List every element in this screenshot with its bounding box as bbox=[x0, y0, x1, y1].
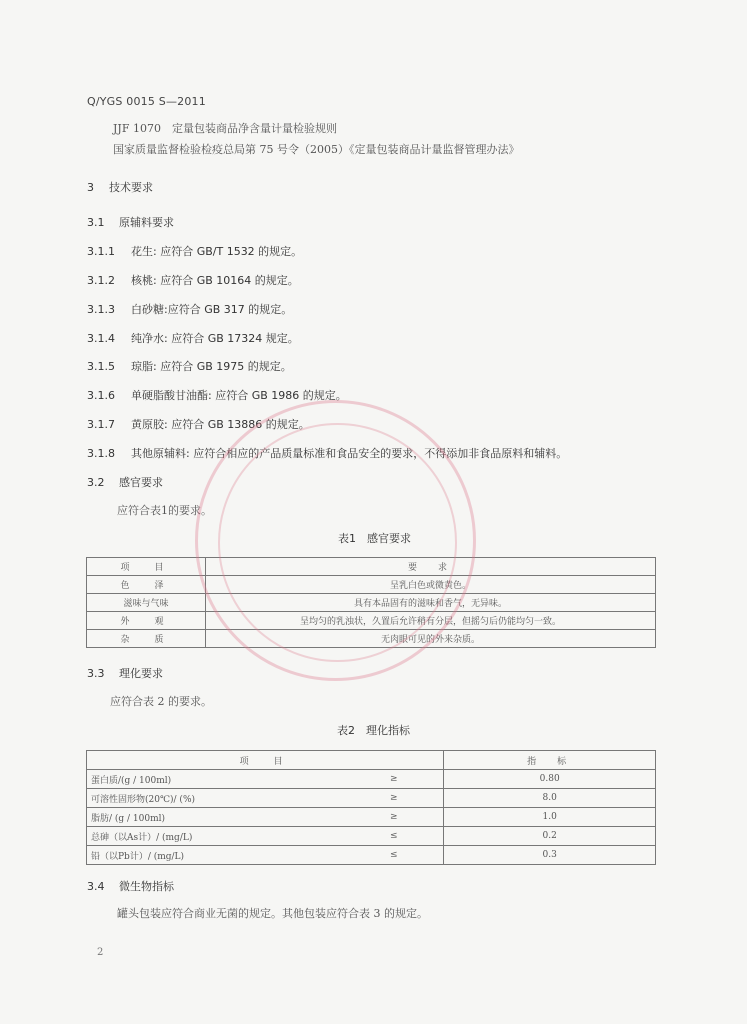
section-text: 其他原辅料: 应符合相应的产品质量标准和食品安全的要求，不得添加非食品原料和辅料。 bbox=[131, 447, 568, 460]
table-cell: ≤ bbox=[344, 827, 444, 846]
table1-caption: 表1 感官要求 bbox=[338, 532, 411, 545]
reference-2: 国家质量监督检验检疫总局第 75 号令（2005）《定量包装商品计量监督管理办法》 bbox=[113, 143, 520, 156]
standard-code-header: Q/YGS 0015 S—2011 bbox=[87, 95, 206, 108]
section-3-1-2 bbox=[87, 274, 299, 288]
section-title: 理化要求 bbox=[119, 667, 163, 680]
section-3-2 bbox=[87, 476, 163, 490]
table-row bbox=[87, 594, 656, 612]
table-cell: 色 泽 bbox=[87, 576, 206, 594]
table-cell: 可溶性固形物(20℃)/ (%) bbox=[87, 789, 345, 808]
physchem-table bbox=[86, 750, 656, 865]
section-3-1-8 bbox=[87, 447, 567, 461]
section-number: 3.1.5 bbox=[87, 360, 115, 373]
section-number: 3 bbox=[87, 181, 94, 194]
table-cell: 脂肪/ (g / 100ml) bbox=[87, 808, 345, 827]
section-title: 感官要求 bbox=[119, 476, 163, 489]
section-number: 3.4 bbox=[87, 880, 105, 893]
table-header-cell: 指 标 bbox=[444, 751, 656, 770]
table-cell: 蛋白质/(g / 100ml) bbox=[87, 770, 345, 789]
table-row bbox=[87, 789, 656, 808]
section-text: 黄原胶: 应符合 GB 13886 的规定。 bbox=[131, 418, 310, 431]
section-number: 3.1.6 bbox=[87, 389, 115, 402]
section-3-1-6 bbox=[87, 389, 347, 403]
table-cell: 杂 质 bbox=[87, 630, 206, 648]
sensory-intro: 应符合表1的要求。 bbox=[117, 504, 212, 517]
section-number: 3.1.2 bbox=[87, 274, 115, 287]
section-number: 3.3 bbox=[87, 667, 105, 680]
table-cell: 0.80 bbox=[444, 770, 656, 789]
table-cell: 总砷（以As计）/ (mg/L) bbox=[87, 827, 345, 846]
table-cell: 1.0 bbox=[444, 808, 656, 827]
table-cell: 0.2 bbox=[444, 827, 656, 846]
table-row bbox=[87, 630, 656, 648]
section-3-1-1 bbox=[87, 245, 302, 259]
table-row bbox=[87, 846, 656, 865]
section-number: 3.1.7 bbox=[87, 418, 115, 431]
table-cell: 无肉眼可见的外来杂质。 bbox=[206, 630, 656, 648]
table-cell: 滋味与气味 bbox=[87, 594, 206, 612]
section-text: 琼脂: 应符合 GB 1975 的规定。 bbox=[131, 360, 292, 373]
section-3 bbox=[87, 181, 153, 195]
table-header-cell: 项 目 bbox=[87, 751, 444, 770]
section-3-1-4 bbox=[87, 332, 299, 346]
section-number: 3.1.8 bbox=[87, 447, 115, 460]
section-text: 白砂糖:应符合 GB 317 的规定。 bbox=[131, 303, 293, 316]
table-cell: ≥ bbox=[344, 808, 444, 827]
table2-caption: 表2 理化指标 bbox=[337, 724, 410, 737]
section-3-1-3 bbox=[87, 303, 292, 317]
table-cell: ≤ bbox=[344, 846, 444, 865]
table-row bbox=[87, 612, 656, 630]
table-cell: 呈均匀的乳浊状，久置后允许稍有分层，但摇匀后仍能均匀一致。 bbox=[206, 612, 656, 630]
table-cell: 8.0 bbox=[444, 789, 656, 808]
section-number: 3.1.4 bbox=[87, 332, 115, 345]
table-cell: 铅（以Pb计）/ (mg/L) bbox=[87, 846, 345, 865]
section-3-1-5 bbox=[87, 360, 292, 374]
physchem-intro: 应符合表 2 的要求。 bbox=[110, 695, 212, 708]
section-3-4 bbox=[87, 880, 174, 894]
section-number: 3.1.3 bbox=[87, 303, 115, 316]
section-title: 原辅料要求 bbox=[119, 216, 174, 229]
table-row bbox=[87, 827, 656, 846]
section-text: 单硬脂酸甘油酯: 应符合 GB 1986 的规定。 bbox=[131, 389, 347, 402]
section-title: 微生物指标 bbox=[119, 880, 174, 893]
section-number: 3.2 bbox=[87, 476, 105, 489]
table-header-row bbox=[87, 558, 656, 576]
table-cell: 外 观 bbox=[87, 612, 206, 630]
table-header-cell: 要 求 bbox=[206, 558, 656, 576]
table-row bbox=[87, 770, 656, 789]
table-header-row bbox=[87, 751, 656, 770]
table-cell: ≥ bbox=[344, 770, 444, 789]
sensory-table bbox=[86, 557, 656, 648]
table-row bbox=[87, 576, 656, 594]
section-number: 3.1 bbox=[87, 216, 105, 229]
table-cell: 0.3 bbox=[444, 846, 656, 865]
table-row bbox=[87, 808, 656, 827]
section-3-3 bbox=[87, 667, 163, 681]
section-title: 技术要求 bbox=[109, 181, 153, 194]
section-3-1 bbox=[87, 216, 174, 230]
table-cell: 呈乳白色或微黄色。 bbox=[206, 576, 656, 594]
table-cell: ≥ bbox=[344, 789, 444, 808]
reference-1: JJF 1070 定量包装商品净含量计量检验规则 bbox=[113, 122, 337, 135]
section-number: 3.1.1 bbox=[87, 245, 115, 258]
section-text: 纯净水: 应符合 GB 17324 规定。 bbox=[131, 332, 299, 345]
table-header-cell: 项 目 bbox=[87, 558, 206, 576]
page-number: 2 bbox=[97, 947, 104, 958]
section-text: 核桃: 应符合 GB 10164 的规定。 bbox=[131, 274, 299, 287]
section-text: 花生: 应符合 GB/T 1532 的规定。 bbox=[131, 245, 303, 258]
table-cell: 具有本品固有的滋味和香气，无异味。 bbox=[206, 594, 656, 612]
micro-text: 罐头包装应符合商业无菌的规定。其他包装应符合表 3 的规定。 bbox=[117, 907, 428, 920]
section-3-1-7 bbox=[87, 418, 310, 432]
